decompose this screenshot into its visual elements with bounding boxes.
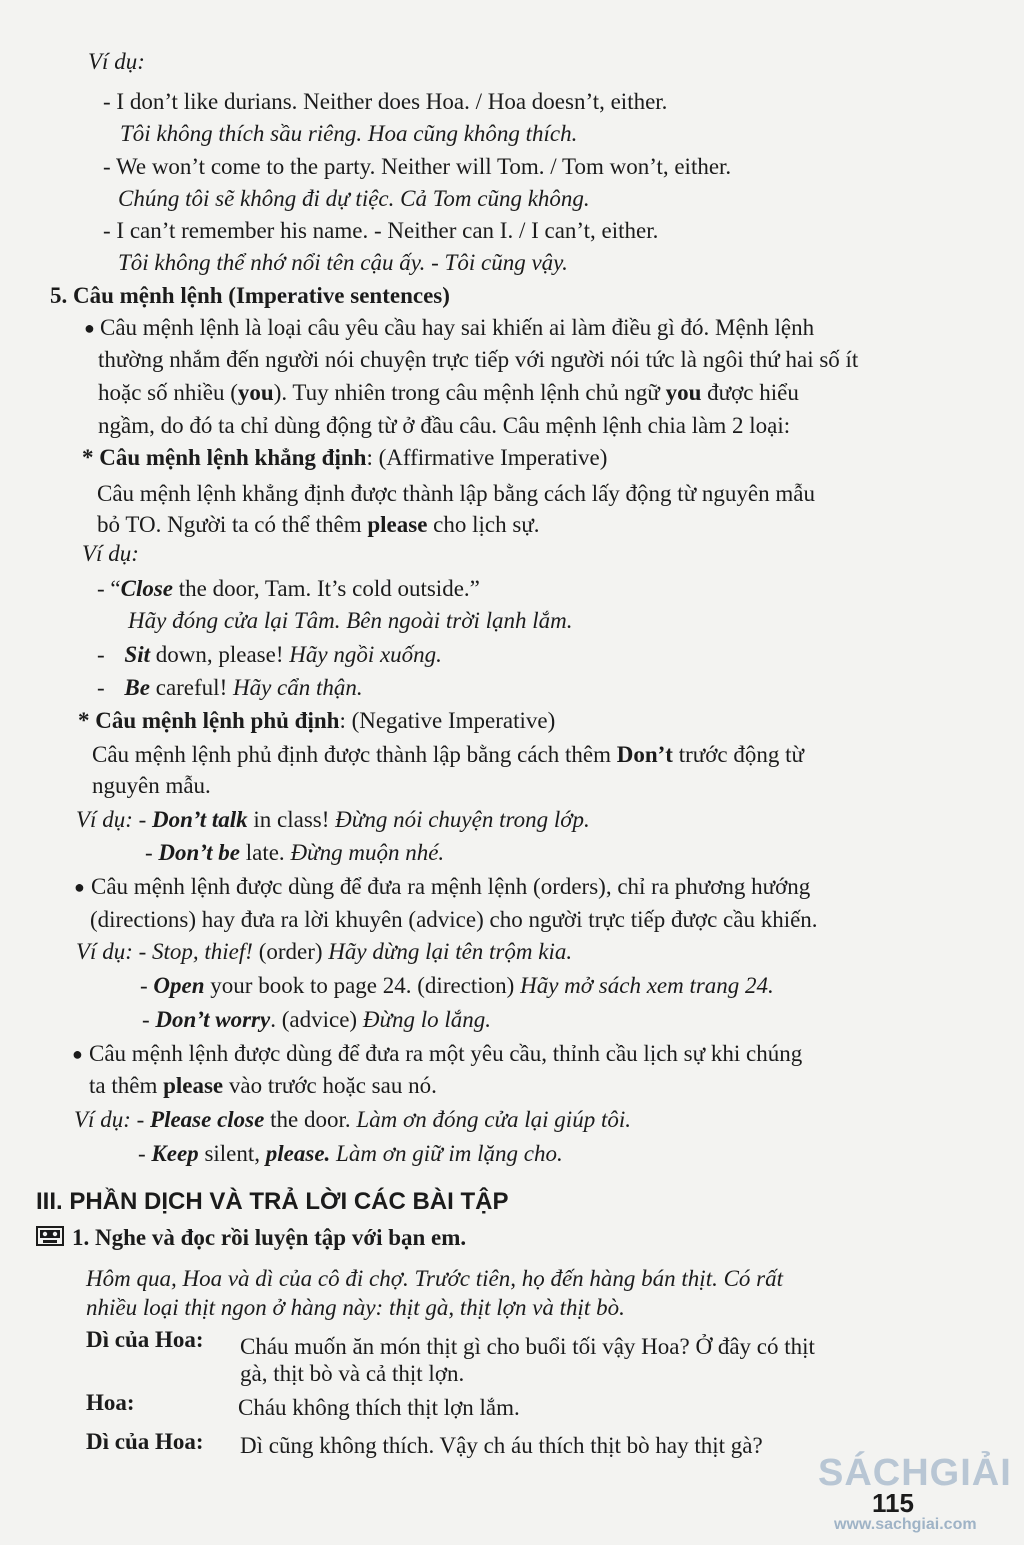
example-label: Ví dụ:: [88, 49, 145, 74]
paragraph-line: Câu mệnh lệnh được dùng để đưa ra một yêu cầu, thỉnh cầu lịch sự khi chúng: [89, 1041, 803, 1066]
example-sentence: Ví dụ: - Please close the door. Làm ơn đóng cửa lại giúp tôi.: [74, 1107, 631, 1132]
example-sentence: - Don’t worry. (advice) Đừng lo lắng.: [142, 1007, 492, 1032]
example-translation: Tôi không thể nhớ nổi tên cậu ấy. - Tôi cũng vậy.: [118, 250, 568, 275]
paragraph-line: (directions) hay đưa ra lời khuyên (advice) cho người trực tiếp được cầu khiến.: [90, 907, 818, 932]
cassette-icon: [36, 1226, 64, 1246]
example-translation: Chúng tôi sẽ không đi dự tiệc. Cả Tom cũng không.: [118, 186, 590, 211]
paragraph-line: nguyên mẫu.: [92, 773, 211, 798]
dialogue-line: Cháu muốn ăn món thịt gì cho buổi tối vậy Hoa? Ở đây có thịt: [240, 1334, 815, 1359]
paragraph-line: Câu mệnh lệnh là loại câu yêu cầu hay sai khiến ai làm điều gì đó. Mệnh lệnh: [100, 315, 815, 340]
example-sentence: - I don’t like durians. Neither does Hoa. / Hoa doesn’t, either.: [103, 89, 668, 114]
example-sentence: - Keep silent, please. Làm ơn giữ im lặng cho.: [138, 1141, 563, 1166]
example-sentence: - Be careful! Hãy cẩn thận.: [97, 675, 363, 700]
section-heading: 5. Câu mệnh lệnh (Imperative sentences): [50, 283, 450, 308]
paragraph-line: Câu mệnh lệnh phủ định được thành lập bằng cách thêm Don’t trước động từ: [92, 742, 804, 767]
example-sentence: - Don’t be late. Đừng muộn nhé.: [145, 840, 445, 865]
subheading-negative: * Câu mệnh lệnh phủ định: (Negative Imperative): [78, 708, 556, 733]
page-number: 115: [872, 1488, 914, 1518]
dialogue-line: Cháu không thích thịt lợn lắm.: [238, 1395, 520, 1420]
dialogue-speaker: Dì của Hoa:: [86, 1429, 204, 1454]
example-sentence: - Open your book to page 24. (direction) Hãy mở sách xem trang 24.: [140, 973, 774, 998]
example-sentence: Ví dụ: - Stop, thief! (order) Hãy dừng lại tên trộm kia.: [76, 939, 573, 964]
example-sentence: - We won’t come to the party. Neither will Tom. / Tom won’t, either.: [103, 154, 732, 179]
paragraph-line: bỏ TO. Người ta có thể thêm please cho lịch sự.: [97, 512, 540, 537]
paragraph-line: thường nhắm đến người nói chuyện trực tiếp với người nói tức là ngôi thứ hai số ít: [98, 347, 859, 372]
dialogue-speaker: Hoa:: [86, 1390, 135, 1415]
example-sentence: - “Close the door, Tam. It’s cold outside.”: [97, 576, 480, 601]
dialogue-line: Dì cũng không thích. Vậy ch áu thích thịt bò hay thịt gà?: [240, 1433, 763, 1458]
paragraph-line: Câu mệnh lệnh được dùng để đưa ra mệnh lệnh (orders), chỉ ra phương hướng: [91, 874, 811, 899]
example-translation: Tôi không thích sầu riêng. Hoa cũng không thích.: [120, 121, 578, 146]
example-sentence: - I can’t remember his name. - Neither can I. / I can’t, either.: [103, 218, 659, 243]
paragraph-line: Câu mệnh lệnh khẳng định được thành lập bằng cách lấy động từ nguyên mẫu: [97, 481, 815, 506]
subheading-affirmative: * Câu mệnh lệnh khẳng định: (Affirmative Imperative): [82, 445, 608, 470]
bullet-icon: ●: [84, 318, 95, 338]
exercise-heading: 1. Nghe và đọc rồi luyện tập với bạn em.: [72, 1225, 467, 1250]
example-sentence: Ví dụ: - Don’t talk in class! Đừng nói chuyện trong lớp.: [76, 807, 590, 832]
paragraph-line: ta thêm please vào trước hoặc sau nó.: [89, 1073, 437, 1098]
watermark-logo: SÁCHGIẢI: [818, 1452, 1012, 1494]
dialogue-intro: Hôm qua, Hoa và dì của cô đi chợ. Trước tiên, họ đến hàng bán thịt. Có rất: [86, 1266, 784, 1291]
paragraph-line: ngầm, do đó ta chỉ dùng động từ ở đầu câu. Câu mệnh lệnh chia làm 2 loại:: [98, 413, 791, 438]
section-heading-roman: III. PHẦN DỊCH VÀ TRẢ LỜI CÁC BÀI TẬP: [36, 1188, 509, 1215]
paragraph-line: hoặc số nhiều (you). Tuy nhiên trong câu mệnh lệnh chủ ngữ you được hiểu: [98, 380, 799, 405]
bullet-icon: ●: [74, 877, 85, 897]
watermark-url: www.sachgiai.com: [834, 1516, 977, 1533]
example-translation: Hãy đóng cửa lại Tâm. Bên ngoài trời lạnh lắm.: [128, 608, 573, 633]
example-sentence: - Sit down, please! Hãy ngồi xuống.: [97, 642, 442, 667]
bullet-icon: ●: [72, 1044, 83, 1064]
dialogue-line: gà, thịt bò và cả thịt lợn.: [240, 1361, 465, 1386]
dialogue-intro: nhiều loại thịt ngon ở hàng này: thịt gà, thịt lợn và thịt bò.: [86, 1295, 625, 1320]
dialogue-speaker: Dì của Hoa:: [86, 1327, 204, 1352]
example-label: Ví dụ:: [82, 541, 139, 566]
